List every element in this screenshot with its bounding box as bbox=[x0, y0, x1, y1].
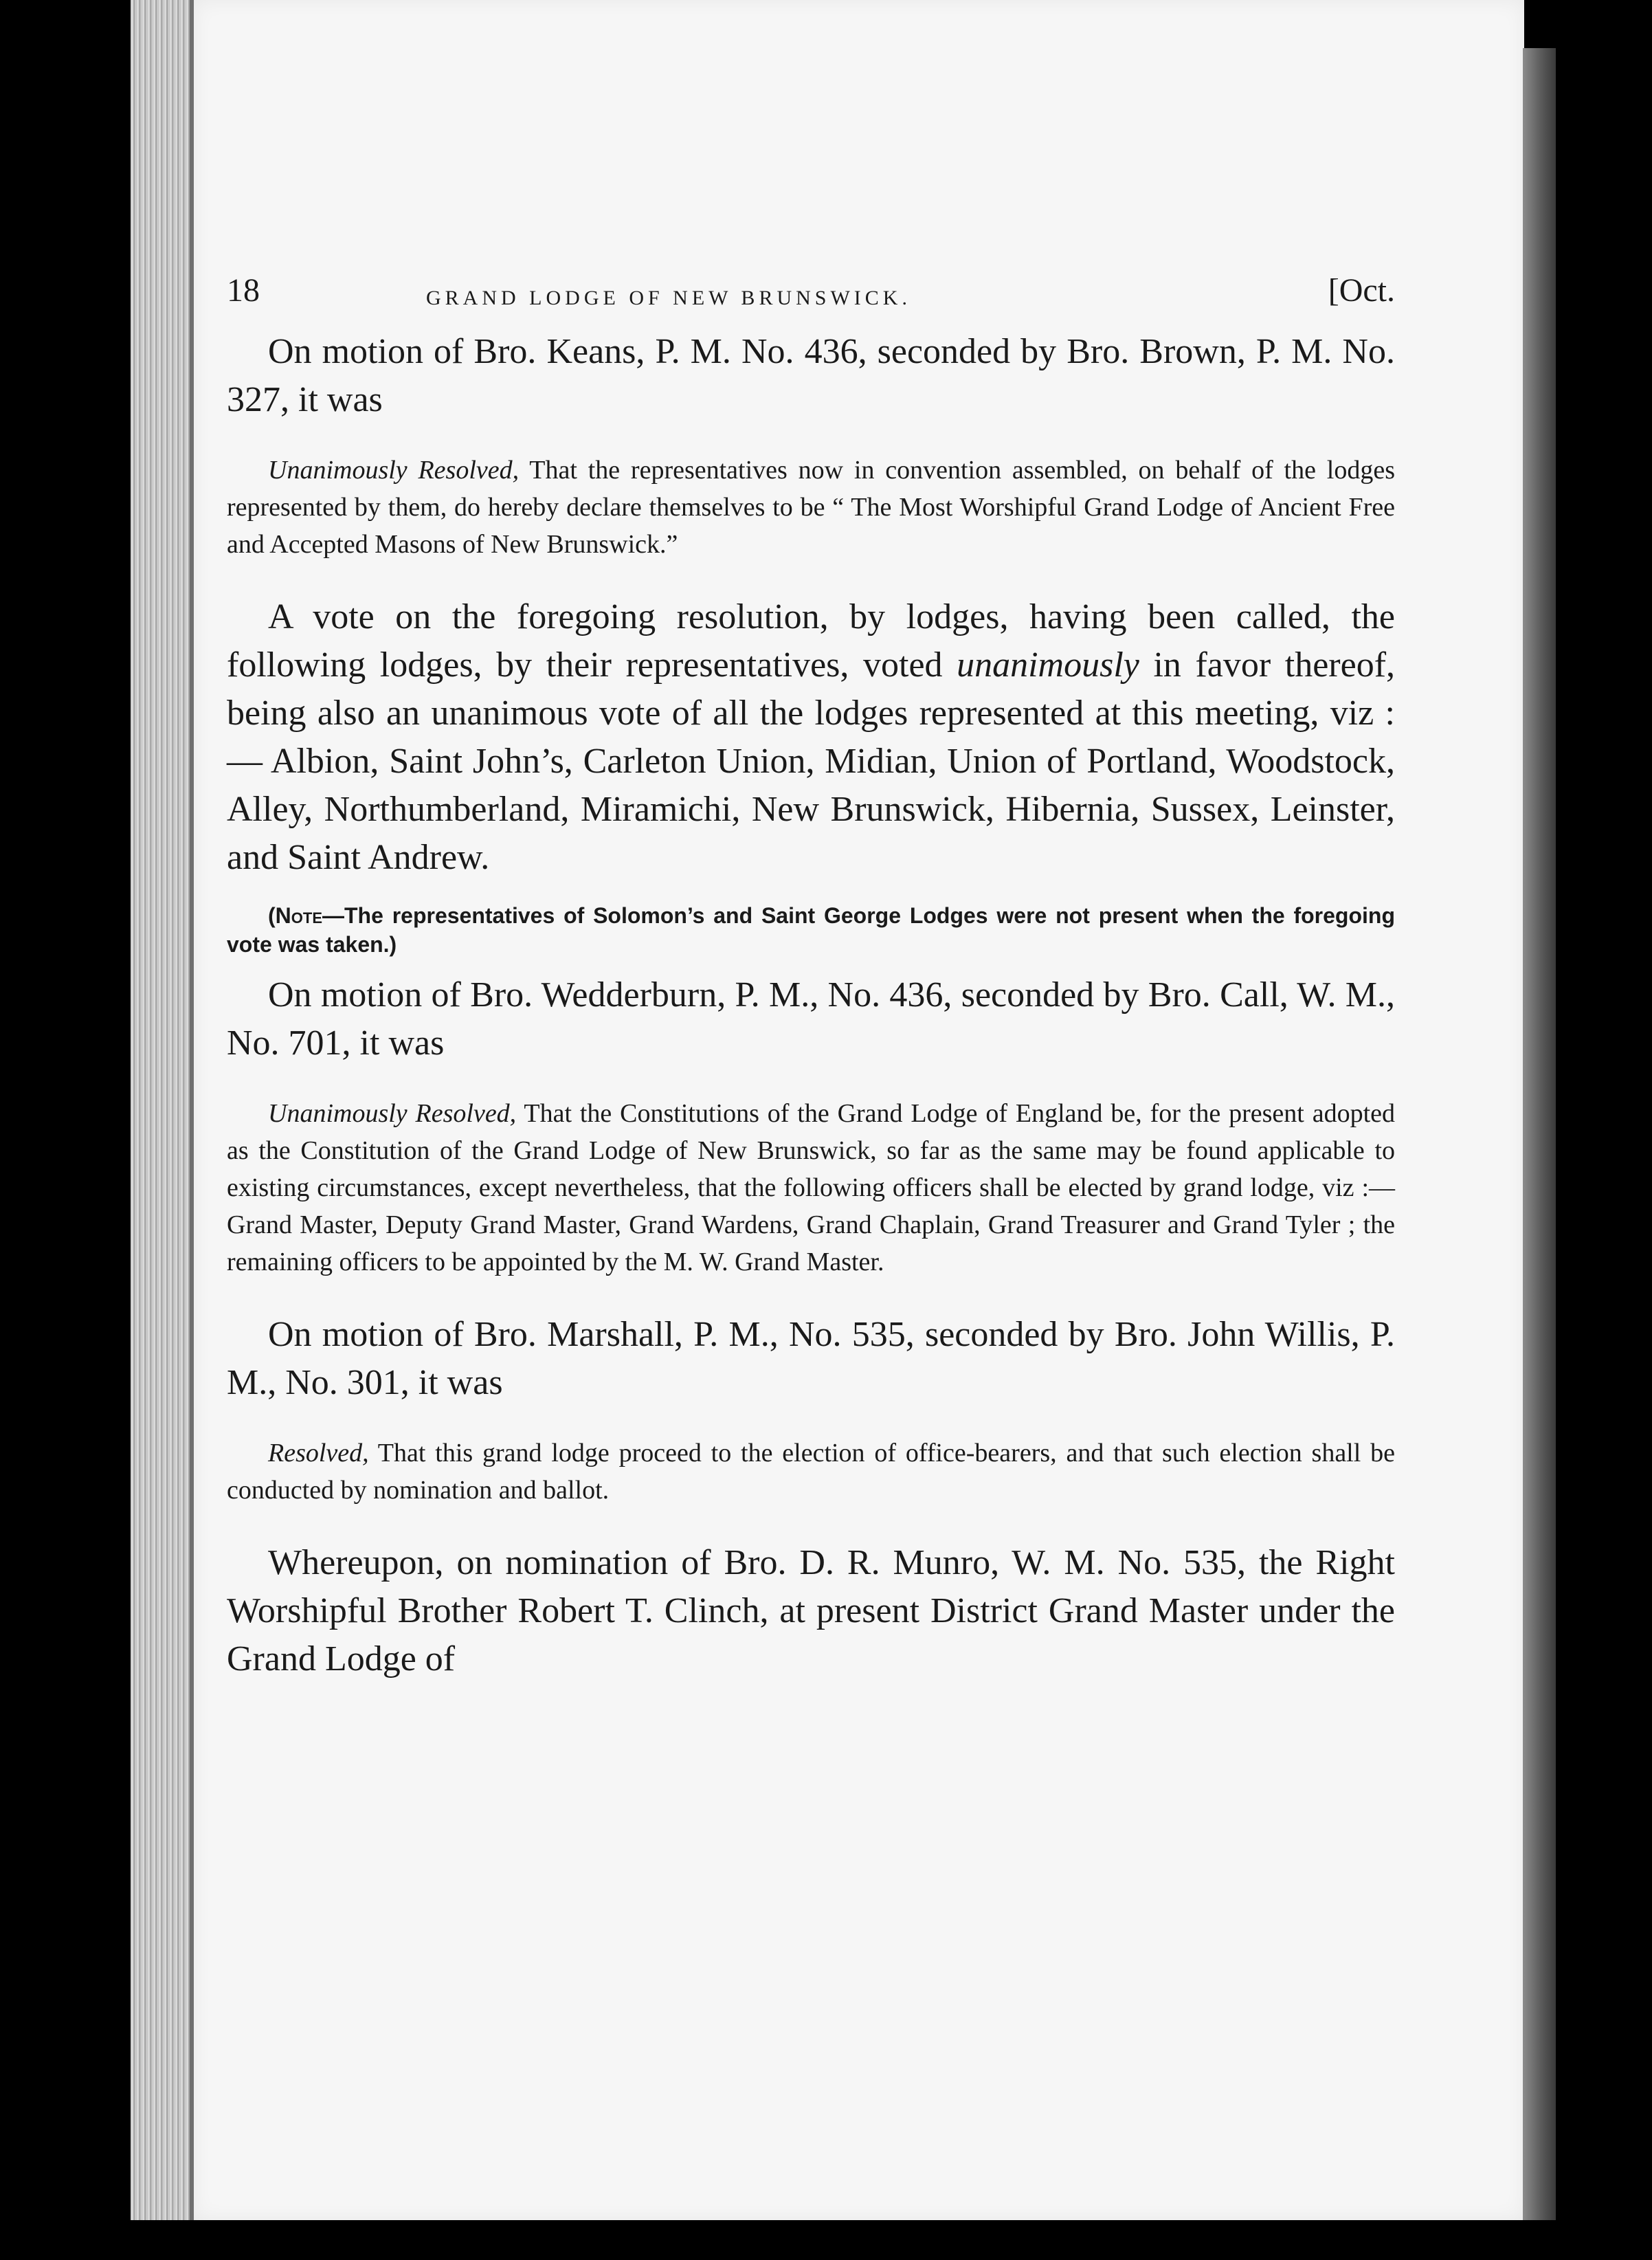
vote-paragraph-italic: unanimously bbox=[957, 645, 1139, 685]
note bbox=[227, 901, 1395, 959]
motion-paragraph-3: On motion of Bro. Marshall, P. M., No. 535, seconded by Bro. John Willis, P. M., No. 301, it was bbox=[227, 1315, 1395, 1402]
resolution-1 bbox=[227, 452, 1395, 563]
page-number: 18 bbox=[227, 272, 260, 309]
vote-paragraph bbox=[227, 593, 1395, 882]
resolution-2-text: That the Constitutions of the Grand Lodge of England be, for the present adopted as the Constitution of the Grand Lodge of New Brunswick, so far as the same may be found applicable to existing circumstances, except nevertheless, that the following officers shall be elected by grand lodge, viz :—Grand Master, Deputy Grand Master, Grand Wardens, Grand Chaplain, Grand Treasurer and Grand Tyler ; the remaining officers to be appointed by the M. W. Grand Master. bbox=[227, 1099, 1395, 1276]
running-head: GRAND LODGE OF NEW BRUNSWICK. bbox=[426, 287, 911, 309]
resolution-2 bbox=[227, 1095, 1395, 1281]
vote-paragraph-a: A vote on the foregoing resolution, by lodges, having been called, the following lodges, by their representatives, voted bbox=[227, 597, 1395, 685]
motion-paragraph-1: On motion of Bro. Keans, P. M. No. 436, seconded by Bro. Brown, P. M. No. 327, it was bbox=[227, 332, 1395, 419]
resolution-3 bbox=[227, 1434, 1395, 1509]
vote-paragraph-b: in favor thereof, being also an unanimous vote of all the lodges represented at this meeting, viz :— Albion, Saint John’s, Carleton Union, Midian, Union of Portland, Woodstock, Alley, Northumberland, Miramichi, New Brunswick, Hibernia, Sussex, Leinster, and Saint Andrew. bbox=[227, 645, 1396, 877]
note-text: —The representatives of Solomon’s and Saint George Lodges were not present when the foregoing vote was taken.) bbox=[227, 903, 1395, 957]
facing-page-edge bbox=[1523, 48, 1556, 2220]
resolution-1-lead: Unanimously Resolved, bbox=[268, 456, 520, 485]
header-month: [Oct. bbox=[1328, 272, 1395, 309]
resolution-2-lead: Unanimously Resolved, bbox=[268, 1099, 517, 1128]
resolution-3-text: That this grand lodge proceed to the election of office-bearers, and that such election shall be conducted by nomination and ballot. bbox=[227, 1439, 1395, 1505]
nomination-paragraph: Whereupon, on nomination of Bro. D. R. Munro, W. M. No. 535, the Right Worshipful Brother Robert T. Clinch, at present District Grand Master under the Grand Lodge of bbox=[227, 1543, 1395, 1679]
page-header bbox=[227, 272, 1395, 320]
resolution-3-lead: Resolved, bbox=[268, 1439, 369, 1467]
page-content bbox=[227, 272, 1395, 1683]
page-edges bbox=[131, 0, 192, 2220]
note-lead: (Note bbox=[268, 903, 322, 928]
resolution-1-text: That the representatives now in convention assembled, on behalf of the lodges represented by them, do hereby declare themselves to be “ The Most Worshipful Grand Lodge of Ancient Free and Accepted Masons of New Brunswick.” bbox=[227, 456, 1395, 559]
motion-paragraph-2: On motion of Bro. Wedderburn, P. M., No. 436, seconded by Bro. Call, W. M., No. 701, it was bbox=[227, 975, 1395, 1063]
